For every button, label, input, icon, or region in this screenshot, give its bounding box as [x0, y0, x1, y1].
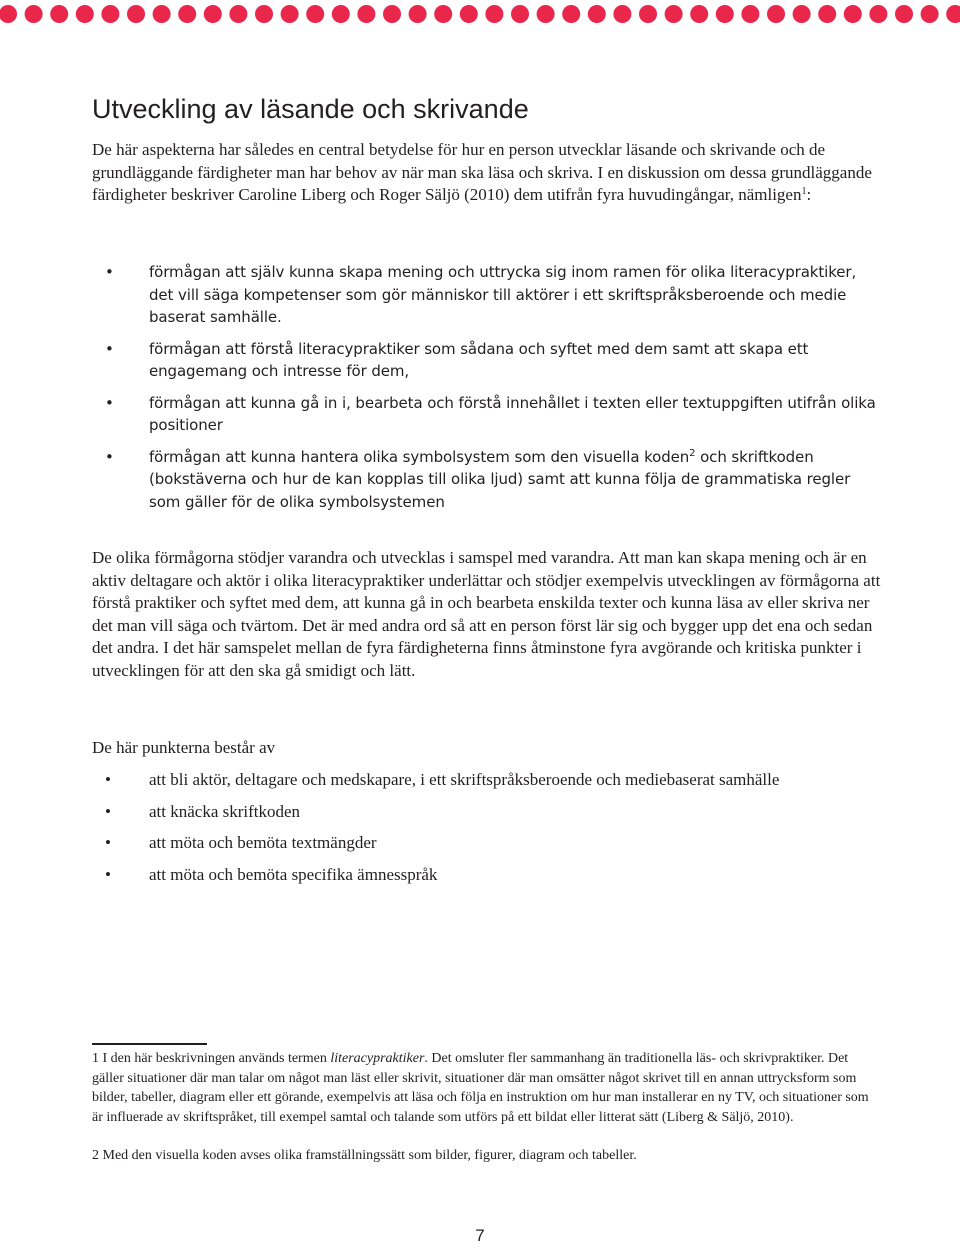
- decorative-dot: [127, 5, 145, 23]
- intro-text: De här aspekterna har således en central betydelse för hur en person utvecklar läsande och skrivande och de grundläggande färdigheter man har behov av när man ska läsa och skriva. I en diskussion om dessa grundläggande färdigheter beskriver Caroline Liberg och Roger Säljö (2010) dem utifrån fyra huvudingångar, nämligen: [92, 140, 872, 204]
- decorative-dot: [281, 5, 299, 23]
- decorative-dot: [229, 5, 247, 23]
- decorative-dot: [588, 5, 606, 23]
- footnote-divider: [92, 1043, 207, 1045]
- decorative-dot: [921, 5, 939, 23]
- decorative-dot: [767, 5, 785, 23]
- body-paragraph: De olika förmågorna stödjer varandra och utvecklas i samspel med varandra. Att man kan skapa mening och är en aktiv deltagare och aktör i olika literacypraktiker underlättar och stödjer exempelvis utvecklingen av förmågorna att förstå praktiker och syftet med dem, att kunna gå in och bearbeta enskilda texter och kunna läsa av eller skriva ner det man vill säga och tvärtom. Det är med andra ord så att en person först lär sig och bygger upp det ena och sedan det andra. I det här samspelet mellan de fyra färdigheterna finns åtminstone fyra avgörande och kritiska punkter i utvecklingen för att den ska gå smidigt och lätt.: [92, 548, 881, 680]
- decorative-dot: [332, 5, 350, 23]
- decorative-dot: [306, 5, 324, 23]
- points-intro: De här punkterna består av: [92, 738, 276, 757]
- decorative-dot: [613, 5, 631, 23]
- decorative-dot: [511, 5, 529, 23]
- decorative-dot: [409, 5, 427, 23]
- intro-tail: :: [806, 185, 812, 204]
- dot-row: [0, 3, 960, 25]
- decorative-dot: [434, 5, 452, 23]
- decorative-dot: [946, 5, 960, 23]
- footnote-ref-2[interactable]: 2: [689, 447, 696, 459]
- decorative-dot: [895, 5, 913, 23]
- decorative-dot: [716, 5, 734, 23]
- decorative-dot: [204, 5, 222, 23]
- decorative-dot: [50, 5, 68, 23]
- decorative-dot: [383, 5, 401, 23]
- footnote-1: [92, 1049, 872, 1127]
- decorative-dot: [869, 5, 887, 23]
- footnote-1-text: I den här beskrivningen används termen: [99, 1051, 331, 1066]
- footnote-1-number: 1: [92, 1051, 99, 1066]
- points-list: [92, 769, 882, 886]
- footnote-2: [92, 1146, 872, 1166]
- decorative-dot: [460, 5, 478, 23]
- section-heading: Utveckling av läsande och skrivande: [92, 94, 529, 124]
- decorative-dot: [793, 5, 811, 23]
- decorative-dot: [101, 5, 119, 23]
- abilities-list: [92, 261, 882, 513]
- footnote-2-number: 2: [92, 1148, 99, 1163]
- decorative-dot: [741, 5, 759, 23]
- list-item: [92, 446, 882, 514]
- list-item: • förmågan att kunna gå in i, bearbeta och förstå innehållet i texten eller textuppgiften utifrån olika positioner: [92, 392, 882, 437]
- decorative-dot: [690, 5, 708, 23]
- decorative-dot: [665, 5, 683, 23]
- list-item: • att möta och bemöta textmängder: [92, 832, 882, 855]
- decorative-dot: [357, 5, 375, 23]
- decorative-dot: [537, 5, 555, 23]
- intro-paragraph: [92, 139, 882, 207]
- list-item: • förmågan att själv kunna skapa mening och uttrycka sig inom ramen för olika literacypraktiker, det vill säga kompetenser som gör människor till aktörer i ett skriftspråksberoende och medie baserat samhälle.: [92, 261, 882, 329]
- list-item: • att knäcka skriftkoden: [92, 801, 882, 824]
- footnote-1-term: literacypraktiker: [330, 1051, 425, 1066]
- decorative-dot: [153, 5, 171, 23]
- decorative-dot: [76, 5, 94, 23]
- decorative-dot: [844, 5, 862, 23]
- ability-4-text-rest: och skriftkoden (bokstäverna och hur de kan kopplas till olika ljud) samt att kunna följa de grammatiska regler som gäller för de olika symbolsystemen: [149, 447, 851, 511]
- list-item: • förmågan att förstå literacypraktiker som sådana och syftet med dem samt att skapa ett engagemang och intresse för dem,: [92, 338, 882, 383]
- decorative-dot: [178, 5, 196, 23]
- decorative-dot: [25, 5, 43, 23]
- ability-4-text: förmågan att kunna hantera olika symbolsystem som den visuella koden: [149, 447, 690, 466]
- list-item: • att bli aktör, deltagare och medskapare, i ett skriftspråksberoende och mediebaserat samhälle: [92, 769, 882, 792]
- decorative-dot: [485, 5, 503, 23]
- list-item: • att möta och bemöta specifika ämnesspråk: [92, 864, 882, 887]
- decorative-dot: [818, 5, 836, 23]
- decorative-dot-border: [0, 3, 960, 25]
- decorative-dot: [255, 5, 273, 23]
- page-number: 7: [475, 1226, 485, 1245]
- decorative-dot: [639, 5, 657, 23]
- footnote-ref-1[interactable]: 1: [801, 186, 807, 197]
- decorative-dot: [0, 5, 17, 23]
- decorative-dot: [562, 5, 580, 23]
- footnote-2-text: Med den visuella koden avses olika framställningssätt som bilder, figurer, diagram och tabeller.: [99, 1148, 637, 1163]
- footnote-1-text-rest: . Det omsluter fler sammanhang än traditionella läs- och skrivpraktiker. Det gäller situationer där man talar om något man läst eller skrivit, situationer där man omsätter något skrivet till en annan uttrycksform som bilder, tabeller, diagram eller ett görande, exempelvis att läsa och följa en instruktion om hur man installerar en ny TV, och situationer som är influerade av skriftspråket, till exempel samtal och talande som utförs på ett bildat eller litterat sätt (Liberg & Säljö, 2010).: [92, 1051, 869, 1125]
